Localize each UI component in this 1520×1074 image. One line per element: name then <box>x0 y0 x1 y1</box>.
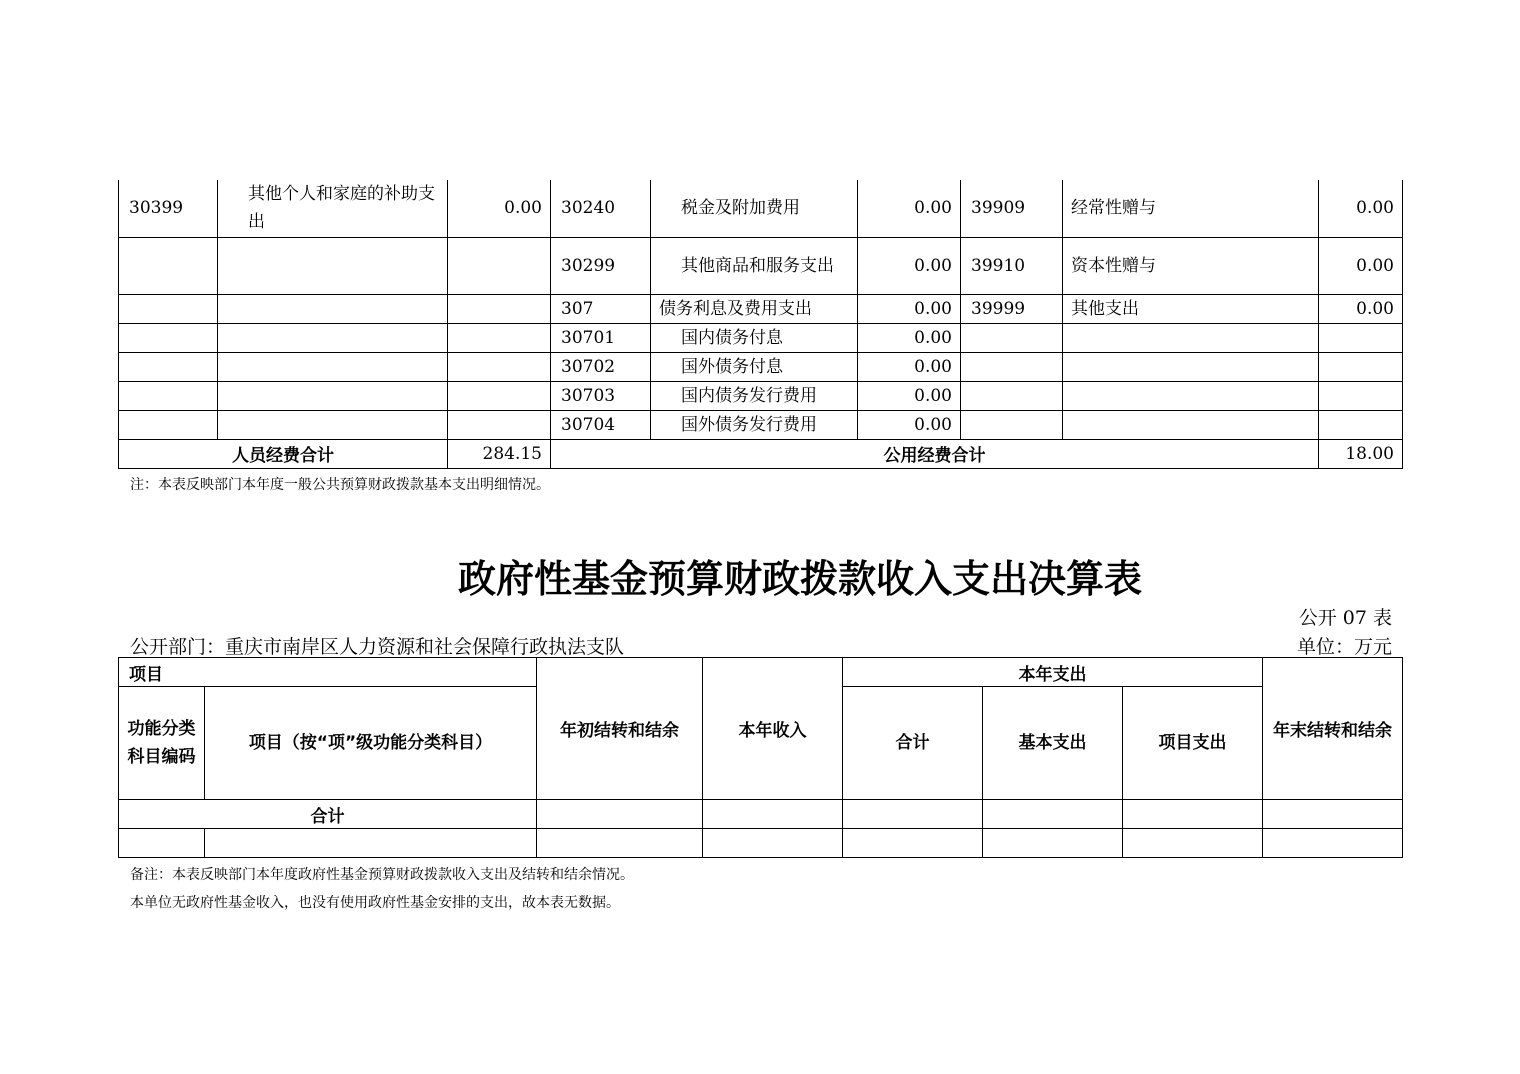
cell <box>205 829 537 858</box>
cell-c1-code <box>119 237 218 294</box>
cell-c2-amount: 0.00 <box>858 237 961 294</box>
cell-c2-name: 债务利息及费用支出 <box>651 294 858 323</box>
cell-c1-name <box>218 410 448 439</box>
header-closing-balance: 年末结转和结余 <box>1263 658 1403 800</box>
fund-budget-table <box>118 657 1403 858</box>
cell-c1-name <box>218 352 448 381</box>
cell-c3-amount: 0.00 <box>1319 294 1403 323</box>
cell-c3-name <box>1063 352 1319 381</box>
table-note: 注：本表反映部门本年度一般公共预算财政拨款基本支出明细情况。 <box>130 477 550 493</box>
public-total-label: 公用经费合计 <box>551 439 1319 468</box>
cell <box>843 800 983 829</box>
table-row <box>119 294 1403 323</box>
header-income: 本年收入 <box>703 658 843 800</box>
cell-c3-name <box>1063 323 1319 352</box>
header-opening-balance: 年初结转和结余 <box>537 658 703 800</box>
cell-c3-amount <box>1319 352 1403 381</box>
cell-c3-code <box>961 410 1063 439</box>
header-item-name: 项目（按“项”级功能分类科目） <box>205 687 537 800</box>
cell <box>843 829 983 858</box>
cell-c3-amount <box>1319 323 1403 352</box>
cell-c2-name: 国内债务发行费用 <box>651 381 858 410</box>
cell-c2-code: 30701 <box>551 323 651 352</box>
cell-c2-name: 国内债务付息 <box>651 323 858 352</box>
expenditure-detail-table <box>118 180 1403 469</box>
cell-c2-code: 30704 <box>551 410 651 439</box>
table-row <box>119 352 1403 381</box>
cell-c1-code <box>119 294 218 323</box>
cell-c2-amount: 0.00 <box>858 294 961 323</box>
cell-c3-code: 39909 <box>961 180 1063 237</box>
cell-c3-code <box>961 323 1063 352</box>
cell-c1-amount <box>448 323 551 352</box>
cell-c2-amount: 0.00 <box>858 352 961 381</box>
cell-c3-name <box>1063 410 1319 439</box>
cell-c3-name: 经常性赠与 <box>1063 180 1319 237</box>
cell-c3-name <box>1063 381 1319 410</box>
cell-c2-code: 307 <box>551 294 651 323</box>
header-code: 功能分类科目编码 <box>119 687 205 800</box>
table-row <box>119 323 1403 352</box>
total-label: 合计 <box>119 800 537 829</box>
cell-c2-code: 30299 <box>551 237 651 294</box>
cell-c1-code: 30399 <box>119 180 218 237</box>
expenditure-table-body <box>119 180 1403 468</box>
header-exp-basic: 基本支出 <box>983 687 1123 800</box>
cell <box>983 829 1123 858</box>
cell <box>1123 800 1263 829</box>
table-row <box>119 180 1403 237</box>
cell-c1-amount <box>448 410 551 439</box>
cell-c2-name: 税金及附加费用 <box>651 180 858 237</box>
cell-c1-amount <box>448 352 551 381</box>
cell-c1-code <box>119 323 218 352</box>
cell-c1-name <box>218 323 448 352</box>
cell-c2-amount: 0.00 <box>858 180 961 237</box>
personnel-total-value: 284.15 <box>448 439 551 468</box>
table-number: 公开 07 表 <box>1298 607 1392 629</box>
header-expenditure: 本年支出 <box>843 658 1263 687</box>
cell-c3-amount: 0.00 <box>1319 180 1403 237</box>
cell-c3-amount <box>1319 410 1403 439</box>
cell-c3-code <box>961 352 1063 381</box>
cell-c2-code: 30703 <box>551 381 651 410</box>
cell-c1-code <box>119 352 218 381</box>
cell-c1-code <box>119 381 218 410</box>
cell-c1-code <box>119 410 218 439</box>
table-remark-no-data: 本单位无政府性基金收入，也没有使用政府性基金安排的支出，故本表无数据。 <box>130 895 620 911</box>
cell-c3-amount: 0.00 <box>1319 237 1403 294</box>
cell <box>1123 829 1263 858</box>
cell <box>1263 800 1403 829</box>
cell-c1-amount <box>448 294 551 323</box>
cell <box>119 829 205 858</box>
cell-c3-code <box>961 381 1063 410</box>
cell-c1-name <box>218 237 448 294</box>
cell-c2-amount: 0.00 <box>858 323 961 352</box>
cell-c2-amount: 0.00 <box>858 381 961 410</box>
table-row <box>119 410 1403 439</box>
cell-c2-amount: 0.00 <box>858 410 961 439</box>
cell <box>1263 829 1403 858</box>
cell <box>537 800 703 829</box>
header-item: 项目 <box>119 658 537 687</box>
personnel-total-label: 人员经费合计 <box>119 439 448 468</box>
table-row <box>119 381 1403 410</box>
unit-label: 单位：万元 <box>1296 636 1392 658</box>
header-exp-project: 项目支出 <box>1123 687 1263 800</box>
cell-c2-name: 国外债务发行费用 <box>651 410 858 439</box>
page-title: 政府性基金预算财政拨款收入支出决算表 <box>457 556 1142 601</box>
cell <box>703 800 843 829</box>
cell-c3-code: 39999 <box>961 294 1063 323</box>
table-row <box>119 237 1403 294</box>
cell-c2-code: 30240 <box>551 180 651 237</box>
cell-c2-name: 其他商品和服务支出 <box>651 237 858 294</box>
cell-c2-code: 30702 <box>551 352 651 381</box>
cell <box>983 800 1123 829</box>
cell-c3-name: 资本性赠与 <box>1063 237 1319 294</box>
header-exp-total: 合计 <box>843 687 983 800</box>
cell-c2-name: 国外债务付息 <box>651 352 858 381</box>
cell-c3-name: 其他支出 <box>1063 294 1319 323</box>
cell-c1-name <box>218 294 448 323</box>
cell-c1-name <box>218 381 448 410</box>
table-remark: 备注：本表反映部门本年度政府性基金预算财政拨款收入支出及结转和结余情况。 <box>130 867 634 883</box>
public-total-value: 18.00 <box>1319 439 1403 468</box>
cell-c3-amount <box>1319 381 1403 410</box>
cell-c1-amount: 0.00 <box>448 180 551 237</box>
totals-row <box>119 439 1403 468</box>
cell-c1-amount <box>448 237 551 294</box>
department-label: 公开部门：重庆市南岸区人力资源和社会保障行政执法支队 <box>130 636 625 658</box>
cell-c3-code: 39910 <box>961 237 1063 294</box>
cell-c1-name: 其他个人和家庭的补助支出 <box>218 180 448 237</box>
cell-c1-amount <box>448 381 551 410</box>
cell <box>537 829 703 858</box>
cell <box>703 829 843 858</box>
